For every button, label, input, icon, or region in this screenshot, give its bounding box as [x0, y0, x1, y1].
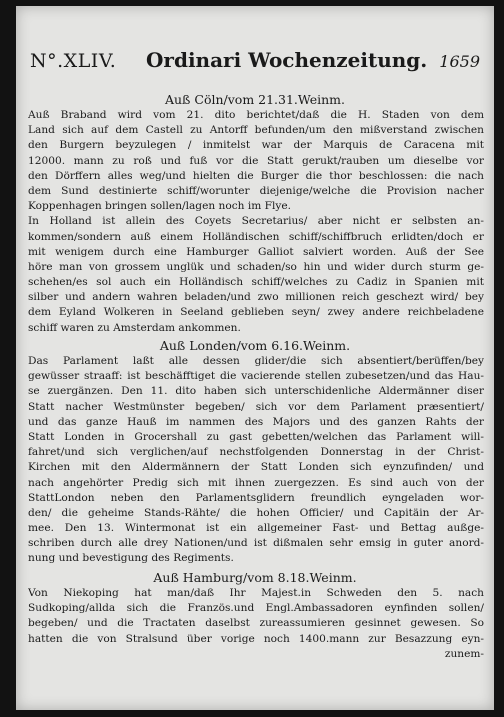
text-line: schiff waren zu Amsterdam ankommen.	[28, 321, 241, 334]
text-line: In Holland ist allein des Coyets Secretarius/ aber nicht er selbsten an-	[28, 215, 484, 228]
catchword: zunem-	[444, 647, 484, 660]
text-line: 12000. mann zu roß und fuß vor die Statt gerukt/rauben um dieselbe vor	[28, 154, 484, 167]
text-line: Sudkoping/allda sich die Französ.und Engl.Ambassadoren eynfinden sollen/	[28, 602, 484, 615]
text-line: schehen/es sol auch ein Holländisch schiff/welches zu Cadiz in Spanien mit	[28, 276, 484, 289]
text-line: nung und bevestigung des Regiments.	[28, 552, 234, 565]
text-line: se zuergänzen. Den 11. dito haben sich unterschidenliche Aldermänner diser	[28, 385, 484, 398]
text-line: schriben durch alle drey Nationen/und ist dißmalen sehr emsig in guter anord-	[28, 537, 484, 550]
text-line: den Burgern beyzulegen / inmitelst war der Marquis de Caracena mit	[28, 139, 484, 152]
text-line: den/ die geheime Stands-Rähte/ die hohen Officier/ und Capitäin der Ar-	[28, 506, 484, 519]
section-heading-coeln: Auß Cöln/vom 21.31.Weinm.	[164, 92, 346, 107]
text-line: dem Sund destinierte schiff/worunter diejenige/welche die Provision nacher	[28, 184, 484, 197]
text-line: Statt Londen in Grocershall zu gast gebetten/welchen das Parlament will-	[28, 430, 484, 443]
section-heading-hamburg: Auß Hamburg/vom 8.18.Weinm.	[153, 570, 357, 585]
text-line: fahret/und sich verglichen/auf nechstfolgenden Donnerstag in der Christ-	[28, 446, 484, 459]
text-line: Koppenhagen bringen sollen/lagen noch im Flye.	[28, 200, 292, 213]
text-line: gewüsser straaff: ist beschäfftiget die vacierende stellen zubesetzen/und das Hau-	[28, 370, 484, 383]
text-line: und das ganze Hauß im nammen des Majors und des ganzen Rahts der	[28, 415, 484, 428]
text-line: den Dörffern alles weg/und hielten die Burger die thor beschlossen: die nach	[28, 169, 484, 182]
text-line: mit wenigem durch eine Hamburger Galliot salviert worden. Auß der See	[28, 245, 484, 258]
text-line: Auß Braband wird vom 21. dito berichtet/daß die H. Staden von dem	[28, 109, 484, 121]
text-line: begeben/ und die Tractaten daselbst zureassumieren gesinnet gewesen. So	[28, 617, 484, 630]
newspaper-title: Ordinari Wochenzeitung.	[146, 48, 428, 72]
text-line: Das Parlament laßt alle dessen glider/die sich absentiert/berüffen/bey	[28, 355, 484, 367]
text-line: Kirchen mit den Aldermännern der Statt Londen sich eynzufinden/ und	[28, 461, 484, 474]
text-line: nach angehörter Predig sich mit ihnen zuergezzen. Es sind auch von der	[28, 476, 484, 489]
section-body-coeln	[28, 108, 484, 336]
section-body-londen	[28, 354, 484, 567]
text-line: Land sich auf dem Castell zu Antorff befunden/um den mißverstand zwischen	[28, 124, 484, 137]
issue-number: N°.XLIV.	[30, 50, 117, 72]
section-heading-londen: Auß Londen/vom 6.16.Weinm.	[159, 338, 351, 353]
text-line: hatten die von Stralsund über vorige noch 1400.mann zur Besazzung eyn-	[28, 632, 484, 645]
text-line: dem Eyland Wolkeren in Seeland geblieben seyn/ zwey andere reichbeladene	[28, 306, 484, 319]
text-line: silber und andern wahren beladen/und zwo millionen reich geschezt wird/ bey	[28, 291, 484, 304]
text-line: höre man von grossem unglük und schaden/so hin und wider durch sturm ge-	[28, 260, 484, 273]
text-line: Statt nacher Westmünster begeben/ sich vor dem Parlament præsentiert/	[28, 400, 484, 413]
text-line: Von Niekoping hat man/daß Ihr Majest.in Schweden den 5. nach	[28, 587, 484, 599]
masthead	[30, 48, 484, 74]
issue-year: 1659	[439, 52, 480, 71]
text-line: mee. Den 13. Wintermonat ist ein allgemeiner Fast- und Bettag außge-	[28, 522, 484, 535]
section-body-hamburg	[28, 586, 484, 662]
text-line: StattLondon neben den Parlamentsglidern freundlich eyngeladen wor-	[28, 491, 484, 504]
text-line: kommen/sondern auß einem Holländischen schiff/schiffbruch erlidten/doch er	[28, 230, 484, 243]
newspaper-page	[16, 6, 494, 710]
